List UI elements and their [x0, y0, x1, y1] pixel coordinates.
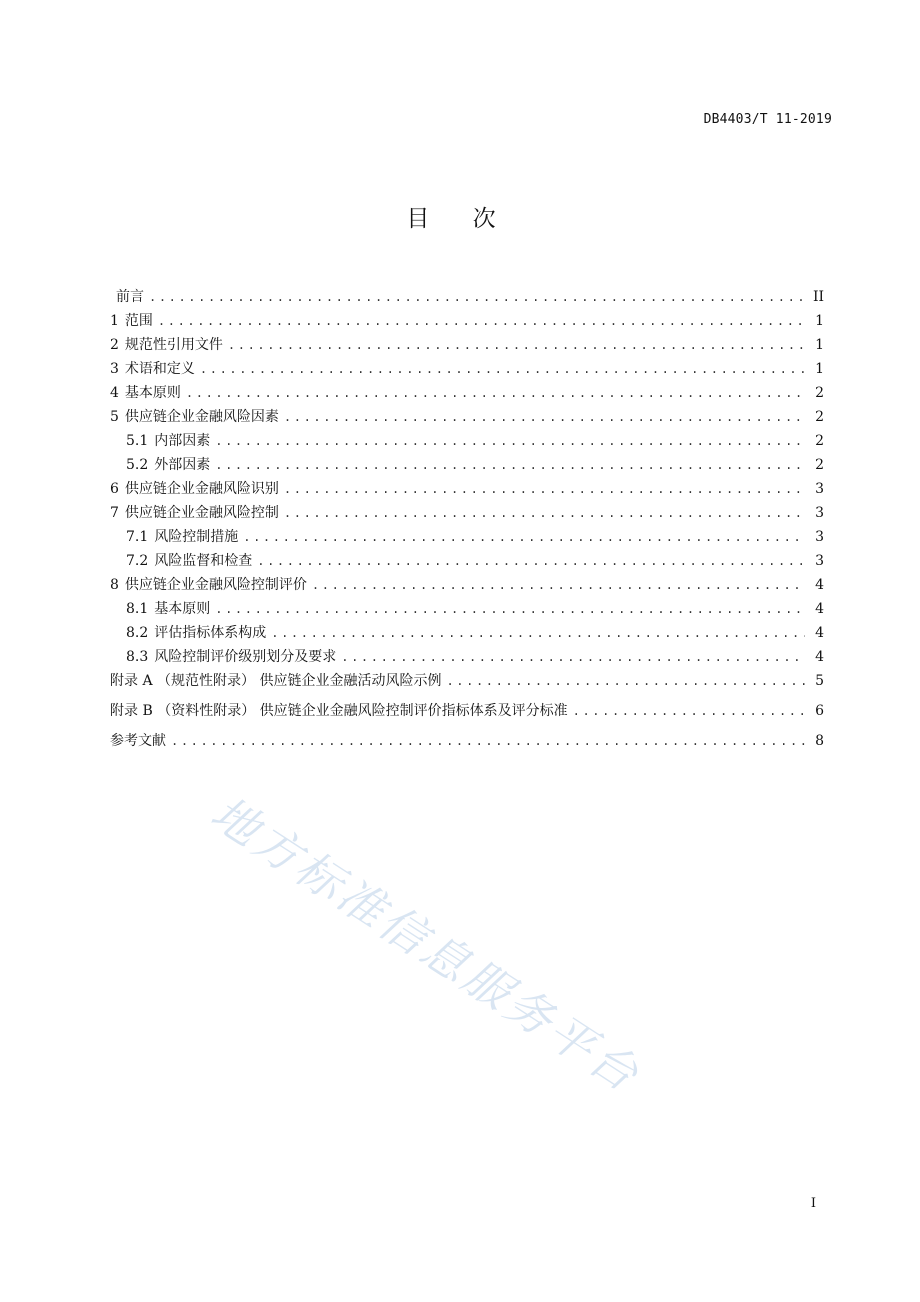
toc-entry[interactable] [110, 334, 824, 358]
toc-leader [257, 554, 805, 568]
toc-entry[interactable] [110, 502, 824, 526]
toc-entry-title: 规范性引用文件 [124, 337, 223, 353]
toc-entry-page: 4 [815, 601, 824, 617]
toc-entry[interactable] [110, 550, 824, 574]
toc-leader [228, 338, 805, 352]
toc-leader [284, 482, 805, 496]
toc-entry-number: 1 [110, 313, 119, 329]
toc-entry-title: 附录 A （规范性附录） 供应链企业金融活动风险示例 [110, 673, 442, 689]
toc-entry[interactable] [110, 406, 824, 430]
toc-entry-title: 供应链企业金融风险控制 [124, 505, 279, 521]
toc-entry-title: 基本原则 [154, 601, 211, 617]
toc-leader [215, 602, 805, 616]
toc-entry-title: 范围 [124, 313, 153, 329]
toc-entry-number: 8 [110, 577, 119, 593]
toc-entry-page: 1 [815, 361, 824, 377]
toc-entry[interactable] [110, 430, 824, 454]
toc-leader [149, 290, 805, 304]
toc-entry-page: 1 [815, 337, 824, 353]
toc-entry[interactable] [110, 622, 824, 646]
toc-leader [200, 362, 805, 376]
toc-entry-page: 2 [815, 385, 824, 401]
table-of-contents [110, 286, 824, 760]
watermark: 地方标准信息服务平台 [201, 785, 651, 1104]
toc-leader [171, 734, 805, 748]
toc-leader [215, 434, 805, 448]
document-code: DB4403/T 11-2019 [703, 112, 832, 127]
toc-leader [341, 650, 805, 664]
toc-entry-page: 6 [815, 703, 824, 719]
toc-entry-title: 风险监督和检查 [154, 553, 253, 569]
toc-entry[interactable] [110, 286, 824, 310]
toc-entry-number: 4 [110, 385, 119, 401]
toc-entry-page: 2 [815, 457, 824, 473]
toc-entry-number: 6 [110, 481, 119, 497]
page-title: 目 次 [406, 206, 514, 232]
toc-entry-page: 2 [815, 433, 824, 449]
toc-entry-page: 2 [815, 409, 824, 425]
toc-entry[interactable] [110, 358, 824, 382]
toc-entry[interactable] [110, 598, 824, 622]
toc-leader [271, 626, 805, 640]
toc-entry[interactable] [110, 478, 824, 502]
toc-entry-number: 5 [110, 409, 119, 425]
toc-entry-page: 3 [815, 529, 824, 545]
toc-entry-annex-b[interactable] [110, 700, 824, 730]
toc-leader [446, 674, 805, 688]
toc-entry-page: 3 [815, 481, 824, 497]
toc-leader [284, 506, 805, 520]
toc-leader [158, 314, 805, 328]
toc-entry-title: 供应链企业金融风险控制评价 [124, 577, 307, 593]
toc-entry[interactable] [110, 574, 824, 598]
toc-entry-number: 8.1 [126, 601, 149, 617]
toc-leader [284, 410, 805, 424]
toc-entry-number: 8.3 [126, 649, 149, 665]
toc-entry-number: 7 [110, 505, 119, 521]
toc-entry-number: 2 [110, 337, 119, 353]
toc-entry-page: 5 [815, 673, 824, 689]
toc-entry[interactable] [110, 646, 824, 670]
toc-leader [573, 704, 805, 718]
toc-entry-annex-a[interactable] [110, 670, 824, 700]
toc-entry[interactable] [110, 454, 824, 478]
toc-entry[interactable] [110, 310, 824, 334]
toc-entry-title: 术语和定义 [124, 361, 195, 377]
toc-entry-title: 评估指标体系构成 [154, 625, 267, 641]
toc-entry-page: 1 [815, 313, 824, 329]
toc-entry-title: 基本原则 [124, 385, 181, 401]
toc-entry-page: II [812, 289, 824, 305]
toc-leader [186, 386, 805, 400]
toc-entry-number: 8.2 [126, 625, 149, 641]
toc-entry-page: 4 [815, 577, 824, 593]
page-number: I [810, 1196, 816, 1211]
toc-entry-title: 附录 B （资料性附录） 供应链企业金融风险控制评价指标体系及评分标准 [110, 703, 568, 719]
toc-leader [215, 458, 805, 472]
toc-entry-page: 3 [815, 505, 824, 521]
toc-entry-title: 内部因素 [154, 433, 211, 449]
toc-entry-bibliography[interactable] [110, 730, 824, 760]
toc-entry-title: 风险控制措施 [154, 529, 239, 545]
toc-entry-page: 4 [815, 649, 824, 665]
toc-leader [312, 578, 805, 592]
toc-entry[interactable] [110, 382, 824, 406]
toc-entry-number: 7.2 [126, 553, 149, 569]
toc-entry-title: 外部因素 [154, 457, 211, 473]
toc-entry-number: 5.1 [126, 433, 149, 449]
toc-entry-number: 5.2 [126, 457, 149, 473]
toc-entry-page: 8 [815, 733, 824, 749]
toc-entry[interactable] [110, 526, 824, 550]
toc-entry-number: 3 [110, 361, 119, 377]
toc-entry-title: 参考文献 [110, 733, 166, 749]
toc-entry-title: 风险控制评价级别划分及要求 [154, 649, 337, 665]
toc-leader [243, 530, 805, 544]
toc-entry-title: 供应链企业金融风险识别 [124, 481, 279, 497]
toc-entry-page: 3 [815, 553, 824, 569]
toc-entry-page: 4 [815, 625, 824, 641]
toc-entry-title: 供应链企业金融风险因素 [124, 409, 279, 425]
toc-entry-number: 7.1 [126, 529, 149, 545]
toc-entry-title: 前言 [116, 289, 144, 305]
